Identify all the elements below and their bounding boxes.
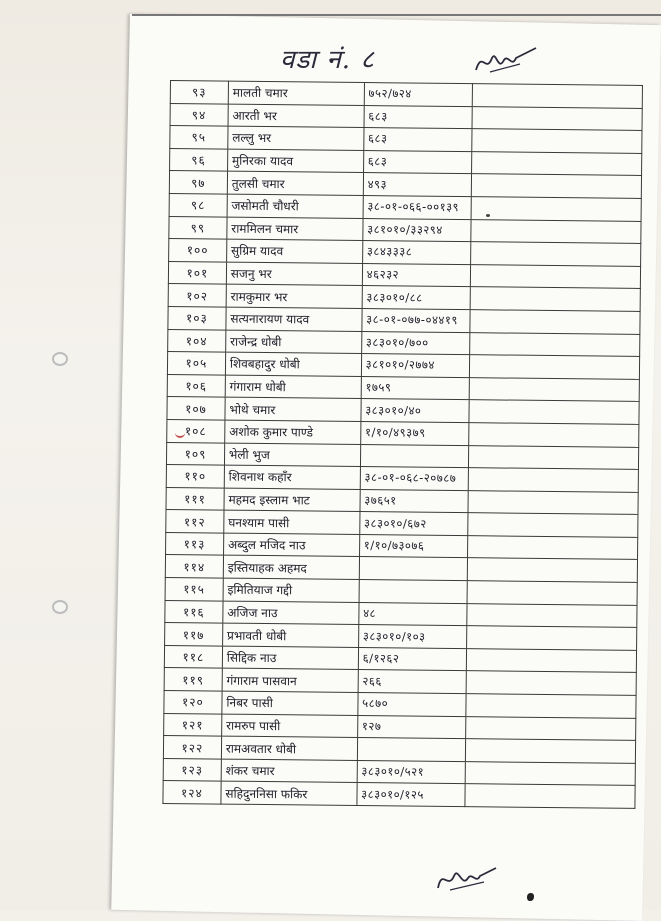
id-number-cell: १/१०/७३०७६: [359, 534, 467, 558]
name-cell: इस्तियाहक अहमद: [223, 556, 359, 580]
id-number-cell: ३८३०१०/४०: [361, 399, 469, 423]
serial-number-cell: ९६: [170, 148, 228, 171]
beneficiary-table: [162, 80, 643, 809]
remarks-cell: [470, 219, 641, 243]
name-cell: इमितियाज गद्दी: [223, 578, 359, 602]
id-number-cell: १२७: [357, 715, 465, 739]
signature-bottom: [432, 860, 502, 894]
id-number-cell: [360, 444, 468, 468]
id-number-cell: ७५२/७२४: [364, 83, 472, 107]
id-number-cell: ४९३: [363, 173, 471, 197]
serial-number-cell: १००: [169, 239, 227, 262]
id-number-cell: ४६२३२: [362, 263, 470, 287]
serial-number-cell: ९८: [169, 193, 227, 216]
name-cell: आरती भर: [228, 104, 364, 128]
remarks-cell: [472, 106, 643, 130]
remarks-cell: [466, 626, 637, 650]
id-number-cell: ३८३०१०/८८: [362, 286, 470, 310]
remarks-cell: [465, 739, 636, 763]
name-cell: महमद इस्लाम भाट: [224, 488, 360, 512]
remarks-cell: [468, 423, 639, 447]
id-number-cell: ३८३०१०/६७२: [359, 512, 467, 536]
serial-number-cell: ९९: [169, 216, 227, 239]
remarks-cell: [471, 151, 642, 175]
serial-number-cell: १११: [166, 487, 224, 510]
id-number-cell: ३८४३३३८: [362, 241, 470, 265]
signature-top: [470, 44, 540, 78]
name-cell: अब्दुल मजिद नाउ: [223, 533, 359, 557]
name-cell: शिवबहादुर धोबी: [225, 352, 361, 376]
serial-number-cell: १०९: [166, 442, 224, 465]
ink-blot: [527, 893, 534, 901]
serial-number-cell: १२४: [163, 781, 221, 804]
name-cell: प्रभावती धोबी: [222, 623, 358, 647]
serial-number-cell: १२१: [164, 713, 222, 736]
page-top-edge: [132, 14, 661, 16]
serial-number-cell: १०३: [168, 306, 226, 329]
id-number-cell: ६८३: [364, 105, 472, 129]
name-cell: मालती चमार: [228, 81, 364, 105]
name-cell: रामरुप पासी: [222, 714, 358, 738]
serial-number-cell: १०५: [167, 352, 225, 375]
name-cell: तुलसी चमार: [227, 171, 363, 195]
serial-number-cell: ११९: [164, 668, 222, 691]
remarks-cell: [472, 84, 643, 108]
name-cell: भेली भुज: [224, 443, 360, 467]
remarks-cell: [469, 355, 640, 379]
remarks-cell: [466, 648, 637, 672]
name-cell: सिद्दिक नाउ: [222, 646, 358, 670]
serial-number-cell: ११८: [164, 645, 222, 668]
serial-number-cell: ११४: [165, 555, 223, 578]
name-cell: गंगाराम धोबी: [225, 375, 361, 399]
name-cell: गंगाराम पासवान: [222, 669, 358, 693]
remarks-cell: [470, 264, 641, 288]
name-cell: राजेन्द्र धोबी: [226, 330, 362, 354]
serial-number-cell: ११७: [165, 623, 223, 646]
id-number-cell: २६६: [358, 670, 466, 694]
name-cell: रामकुमार भर: [226, 284, 362, 308]
serial-number-cell: ९७: [169, 171, 227, 194]
name-cell: जसोमती चौधरी: [227, 194, 363, 218]
remarks-cell: [467, 558, 638, 582]
id-number-cell: [359, 557, 467, 581]
remarks-cell: [466, 603, 637, 627]
serial-number-cell: १०१: [168, 261, 226, 284]
id-number-cell: ३७६५१: [360, 489, 468, 513]
serial-number-cell: १०८: [167, 419, 225, 442]
remarks-cell: [468, 490, 639, 514]
id-number-cell: ३८-०१-०६६-००१३९: [363, 195, 471, 219]
name-cell: शंकर चमार: [221, 759, 357, 783]
serial-number-cell: ९५: [170, 126, 228, 149]
id-number-cell: ६/१२६२: [358, 647, 466, 671]
name-cell: अशोक कुमार पाण्डे: [225, 420, 361, 444]
remarks-cell: [469, 332, 640, 356]
name-cell: निबर पासी: [222, 691, 358, 715]
name-cell: शिवनाथ कहाँर: [224, 465, 360, 489]
name-cell: सजनु भर: [226, 262, 362, 286]
remarks-cell: [468, 445, 639, 469]
remarks-cell: [471, 129, 642, 153]
table-row: [163, 781, 635, 809]
id-number-cell: ३८-०१-०६८-२०७८७: [360, 467, 468, 491]
id-number-cell: १/१०/४९३७९: [360, 421, 468, 445]
name-cell: मुनिरका यादव: [227, 149, 363, 173]
serial-number-cell: १०७: [167, 397, 225, 420]
remarks-cell: [465, 716, 636, 740]
remarks-cell: [470, 310, 641, 334]
remarks-cell: [465, 761, 636, 785]
remarks-cell: [471, 174, 642, 198]
name-cell: सुग्रिम यादव: [226, 239, 362, 263]
remarks-cell: [469, 377, 640, 401]
remarks-cell: [466, 671, 637, 695]
id-number-cell: ३८३०१०/५२१: [357, 760, 465, 784]
remarks-cell: [471, 197, 642, 221]
id-number-cell: [359, 580, 467, 604]
id-number-cell: १७५९: [361, 376, 469, 400]
serial-number-cell: १०६: [167, 374, 225, 397]
serial-number-cell: ११५: [165, 578, 223, 601]
serial-number-cell: १२०: [164, 691, 222, 714]
id-number-cell: ३८३०१०/७००: [361, 331, 469, 355]
serial-number-cell: ११०: [166, 465, 224, 488]
name-cell: लल्लु भर: [228, 126, 364, 150]
name-cell: सहिदुननिसा फकिर: [221, 781, 357, 805]
id-number-cell: ६८३: [363, 128, 471, 152]
serial-number-cell: ९४: [170, 103, 228, 126]
remarks-cell: [468, 468, 639, 492]
id-number-cell: ३८३०१०/१२५: [357, 783, 465, 807]
name-cell: राममिलन चमार: [227, 217, 363, 241]
id-number-cell: [357, 738, 465, 762]
serial-number-cell: १२३: [163, 758, 221, 781]
name-cell: रामअवतार धोबी: [221, 736, 357, 760]
remarks-cell: [467, 513, 638, 537]
serial-number-cell: ९३: [170, 81, 228, 104]
id-number-cell: ३८१०१०/३३२९४: [363, 218, 471, 242]
serial-number-cell: १२२: [163, 736, 221, 759]
remarks-cell: [470, 242, 641, 266]
remarks-cell: [467, 581, 638, 605]
serial-number-cell: १०४: [168, 329, 226, 352]
id-number-cell: ३८१०१०/२७७४: [361, 354, 469, 378]
remarks-cell: [465, 784, 636, 808]
remarks-cell: [466, 694, 637, 718]
id-number-cell: ३८३०१०/१०३: [358, 625, 466, 649]
name-cell: सत्यनारायण यादव: [226, 307, 362, 331]
remarks-cell: [467, 536, 638, 560]
id-number-cell: ३८-०१-०७७-०४४१९: [362, 308, 470, 332]
serial-number-cell: ११२: [166, 510, 224, 533]
serial-number-cell: ११३: [166, 532, 224, 555]
name-cell: अजिज नाउ: [223, 601, 359, 625]
id-number-cell: ५८७०: [358, 693, 466, 717]
punch-hole-bottom: [52, 600, 68, 614]
name-cell: घनश्याम पासी: [224, 510, 360, 534]
punch-hole-top: [52, 352, 68, 366]
remarks-cell: [470, 287, 641, 311]
ward-number-heading: वडा नं. ८: [280, 45, 375, 75]
name-cell: भोथे चमार: [225, 397, 361, 421]
id-number-cell: ६८३: [363, 150, 471, 174]
serial-number-cell: १०२: [168, 284, 226, 307]
serial-number-cell: ११६: [165, 600, 223, 623]
remarks-cell: [469, 400, 640, 424]
id-number-cell: ४८: [358, 602, 466, 626]
